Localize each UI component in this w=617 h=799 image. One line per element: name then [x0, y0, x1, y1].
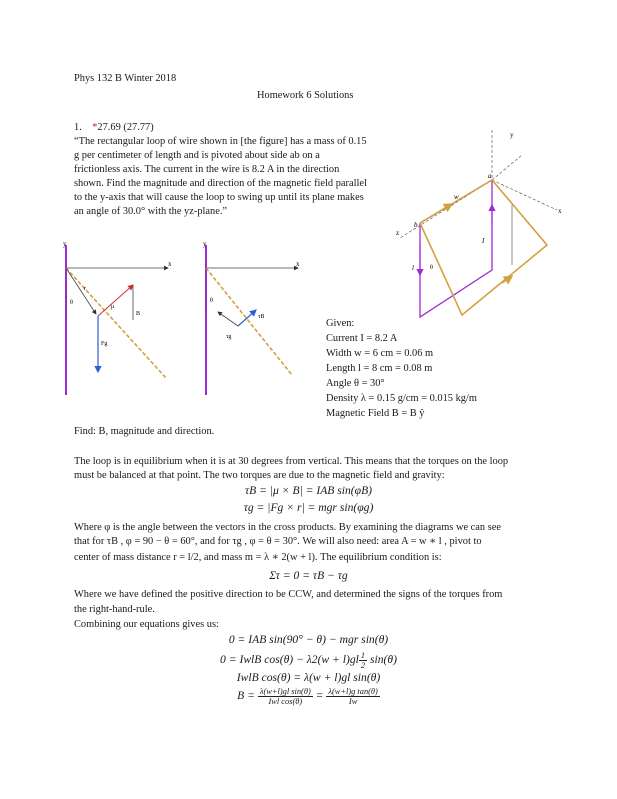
statement-line: frictionless axis. The current in the wire is 8.2 A in the direction: [74, 164, 340, 175]
body-line: must be balanced at that point. The two torques are due to the magnetic field and gravity:: [74, 470, 445, 481]
equation-taug: τg = |Fg × r| = mgr sin(φg): [243, 501, 374, 514]
axis-x-label: x: [168, 260, 172, 268]
given-heading: Given:: [326, 318, 355, 329]
problem-star: *: [92, 122, 98, 133]
find-line: Find: B, magnitude and direction.: [74, 426, 215, 437]
theta-label: θ: [430, 265, 433, 271]
equation-3: IwlB cos(θ) = λ(w + l)gl sin(θ): [236, 671, 381, 684]
figure-loop-3d: [392, 125, 567, 330]
label-w: w: [454, 193, 459, 201]
x-axis-dashed: [492, 180, 557, 210]
eq2-right: sin(θ): [369, 653, 397, 667]
Fg-label: Fg: [101, 341, 108, 347]
body-line: center of mass distance r = l/2, and mass m = λ ∗ 2(w + l). The equilibrium condition is:: [74, 552, 442, 563]
label-l: l: [412, 264, 414, 272]
label-b: b: [414, 221, 418, 229]
axis-y-label: y: [63, 240, 67, 248]
equation-2: [0, 651, 617, 670]
equation-1: 0 = IAB sin(90° − θ) − mgr sin(θ): [228, 633, 389, 646]
eq4-equals: =: [315, 689, 324, 703]
statement-line: shown. Find the magnitude and direction of the magnetic field parallel: [74, 178, 367, 189]
problem-id: 27.69 (27.77): [97, 122, 154, 133]
body-line: that for τB , φ = 90 − θ = 60°, and for τg , φ = θ = 30°. We will also need: area A = w ∗ l , pivot to: [74, 536, 482, 547]
eq2-half: $\frac{1}{2}$: [360, 651, 366, 670]
course-name: Phys 132 B Winter 2018: [74, 73, 177, 84]
theta-label: θ: [210, 298, 213, 304]
body-line: Where we have defined the positive direction to be CCW, and determined the signs of the torques from: [74, 589, 503, 600]
equation-tauB: τB = |μ × B| = IAB sin(φB): [244, 484, 373, 497]
equation-equilibrium: Στ = 0 = τB − τg: [269, 569, 348, 582]
problem-heading: [74, 121, 154, 134]
tauG-vector: [218, 312, 238, 326]
label-I: I: [482, 237, 485, 245]
equation-4: [0, 687, 617, 706]
given-line: Length l = 8 cm = 0.08 m: [326, 363, 433, 374]
figure-side-view-torques: [196, 240, 306, 400]
eq2-left: 0 = IwlB cos(θ) − λ2(w + l)gl: [220, 653, 359, 667]
current-arrow-top: [440, 204, 452, 211]
tilted-loop: [420, 180, 547, 315]
given-line: Width w = 6 cm = 0.06 m: [326, 348, 434, 359]
body-line: Combining our equations gives us:: [74, 619, 219, 630]
body-line: the right-hand-rule.: [74, 604, 155, 615]
mu-label: μ: [111, 304, 115, 310]
statement-line: an angle of 30.0° with the yz-plane.”: [74, 206, 228, 217]
axis-y-label: y: [203, 240, 207, 248]
tauG-label: τg: [226, 334, 232, 340]
body-line: The loop is in equilibrium when it is at 30 degrees from vertical. This means that the torques on the loop: [74, 456, 509, 467]
axis-z-label: z: [396, 229, 400, 237]
figure-side-view-vectors: [56, 240, 176, 400]
statement-line: “The rectangular loop of wire shown in [the figure] has a mass of 0.15: [74, 136, 367, 147]
tauB-label: τB: [258, 314, 265, 320]
loop-side-line: [66, 268, 166, 378]
eq4-B: B =: [237, 689, 255, 703]
label-a: a: [488, 172, 492, 180]
eq4-fraction-2: $\frac{\text{λ(w+l)g tan(θ)}}{Iw}$: [328, 687, 378, 706]
body-line: Where φ is the angle between the vectors in the cross products. By examining the diagrams we can see: [74, 522, 501, 533]
given-line: Current I = 8.2 A: [326, 333, 398, 344]
axis-y-label: y: [510, 131, 514, 139]
eq4-fraction-1: $\frac{\text{λ(w+l)gl sin(θ)}}{\text{Iwl cos(θ)}}$: [259, 687, 311, 706]
B-label: B: [136, 311, 141, 317]
statement-line: to the y-axis that will cause the loop to swing up until its plane makes: [74, 192, 364, 203]
statement-line: g per centimeter of length and is pivoted about side ab on a: [74, 150, 320, 161]
mu-vector: [98, 285, 133, 316]
axis-x-label: x: [558, 207, 562, 215]
axis-x-label: x: [296, 260, 300, 268]
theta-label: θ: [70, 300, 73, 306]
page-title: Homework 6 Solutions: [257, 90, 354, 101]
given-line: Magnetic Field B = B ŷ: [326, 408, 425, 419]
given-line: Density λ = 0.15 g/cm = 0.015 kg/m: [326, 393, 477, 404]
given-line: Angle θ = 30°: [326, 378, 385, 389]
r-label: r: [84, 286, 86, 292]
loop-side-line: [206, 268, 292, 375]
problem-number: 1.: [74, 122, 82, 133]
r-vector: [66, 268, 96, 314]
axis-extension: [492, 155, 522, 180]
